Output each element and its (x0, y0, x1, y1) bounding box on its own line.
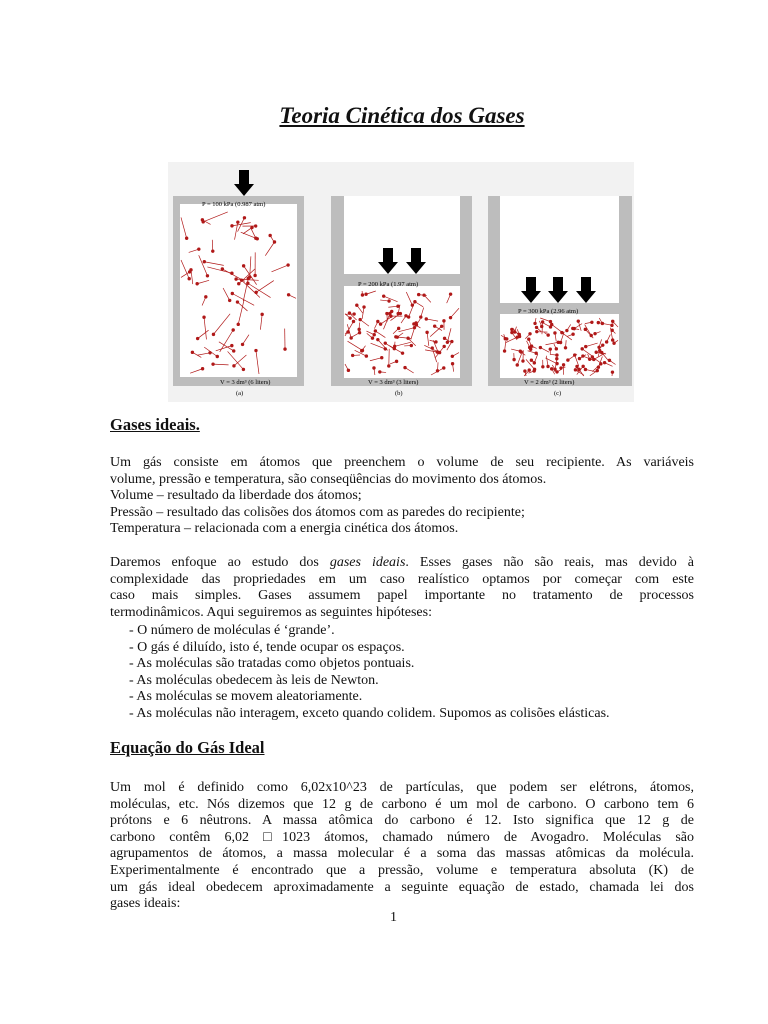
particle (528, 332, 531, 335)
particle (387, 364, 390, 367)
particle (419, 315, 422, 318)
particle (532, 369, 535, 372)
particle (516, 363, 519, 366)
particle (348, 316, 351, 319)
particle (230, 344, 233, 347)
particle (415, 323, 418, 326)
paragraph-line: termodinâmicos. Aqui seguiremos as seguintes hipóteses: (110, 604, 432, 620)
particle (541, 320, 544, 323)
particle (451, 362, 454, 365)
particle (442, 319, 445, 322)
particle (443, 337, 446, 340)
particle (550, 367, 553, 370)
particle (203, 260, 206, 263)
list-item: - As moléculas se movem aleatoriamente. (129, 689, 363, 705)
paragraph-text: . Esses gases não são reais, mas devido à (405, 555, 695, 570)
particle (378, 370, 381, 373)
particle (527, 338, 530, 341)
particle (546, 365, 549, 368)
particle (413, 326, 416, 329)
paragraph-mol-definition (110, 780, 694, 913)
panel-b-upper-space (344, 196, 460, 274)
particle (446, 341, 449, 344)
particle (195, 282, 198, 285)
particle (243, 216, 246, 219)
panel-c-volume-label: V = 2 dm³ (2 liters) (524, 379, 575, 386)
particle (185, 237, 188, 240)
particle (553, 368, 556, 371)
particle (584, 368, 587, 371)
particle (535, 326, 538, 329)
particle (540, 325, 543, 328)
particle (372, 366, 375, 369)
particle (283, 347, 286, 350)
particle (242, 264, 245, 267)
particle (254, 349, 257, 352)
down-arrow-icon (234, 170, 254, 196)
particle (362, 305, 365, 308)
particle (449, 292, 452, 295)
figure-canvas (168, 162, 634, 402)
particle (246, 282, 249, 285)
panel-a (173, 170, 304, 397)
particle (191, 351, 194, 354)
particle (549, 347, 552, 350)
particle (236, 220, 239, 223)
particle (273, 240, 276, 243)
particle (523, 369, 526, 372)
particle (232, 364, 235, 367)
particle (571, 333, 574, 336)
particle (202, 316, 205, 319)
particle (187, 277, 190, 280)
particle (204, 295, 207, 298)
particle (425, 331, 428, 334)
paragraph-line: Volume – resultado da liberdade dos átomos; (110, 488, 362, 504)
particle (371, 336, 374, 339)
particle (388, 312, 391, 315)
particle (361, 349, 364, 352)
particle (376, 338, 379, 341)
list-item: - O gás é diluído, isto é, tende ocupar os espaços. (129, 639, 405, 655)
particle (512, 358, 515, 361)
particle (436, 369, 439, 372)
paragraph-line: gases ideais: (110, 896, 181, 912)
particle (379, 322, 382, 325)
paragraph-line: Experimentalmente é encontrado que a pressão, volume e temperatura absoluta (K) de (110, 862, 694, 878)
paragraph-line: agrupamentos de átomos, a massa molecular é a soma das massas atômicas da molécula. (110, 846, 694, 862)
particle (236, 300, 239, 303)
particle (562, 363, 565, 366)
particle (555, 362, 558, 365)
particle (358, 318, 361, 321)
particle (232, 349, 235, 352)
particle (440, 325, 443, 328)
paragraph-line: Pressão – resultado das colisões dos átomos com as paredes do recipiente; (110, 504, 525, 520)
particle (566, 358, 569, 361)
particle (401, 351, 404, 354)
particle (410, 344, 413, 347)
particle (450, 340, 453, 343)
particle (384, 347, 387, 350)
panel-a-caption: (a) (236, 390, 244, 397)
paragraph-ideal-gases-focus (110, 555, 694, 621)
page-number: 1 (390, 910, 397, 925)
panel-b-gas-region (344, 286, 460, 378)
particle (521, 359, 524, 362)
paragraph-gases-intro (110, 455, 694, 538)
particle (533, 361, 536, 364)
panel-a-pressure-label: P = 100 kPa (0.987 atm) (202, 201, 266, 208)
particle (565, 329, 568, 332)
paragraph-line: Um gás consiste em átomos que preenchem o volume de seu recipiente. As variáveis (110, 455, 694, 470)
particle (503, 349, 506, 352)
particle (197, 247, 200, 250)
particle (510, 331, 513, 334)
particle (384, 341, 387, 344)
particle (206, 274, 209, 277)
section-heading-equacao: Equação do Gás Ideal (110, 738, 265, 757)
particle (358, 331, 361, 334)
particle (533, 322, 536, 325)
particle (546, 333, 549, 336)
particle (254, 236, 257, 239)
particle (422, 293, 425, 296)
paragraph-line: prótons e 6 nêutrons. A massa atômica do carbono é 12. Isto significa que 12 g de (110, 813, 694, 829)
particle (395, 360, 398, 363)
particle (553, 331, 556, 334)
particle (581, 365, 584, 368)
particle (380, 356, 383, 359)
particle (394, 335, 397, 338)
hypotheses-list (129, 623, 709, 723)
particle (407, 315, 410, 318)
particle (351, 354, 354, 357)
particle (557, 341, 560, 344)
paragraph-line: moléculas, etc. Nós dizemos que 12 g de carbono é um mol de carbono. O carbono tem 6 (110, 796, 694, 812)
particle (574, 368, 577, 371)
particle (530, 359, 533, 362)
particle (577, 368, 580, 371)
particle (365, 354, 368, 357)
particle (541, 365, 544, 368)
particle (196, 337, 199, 340)
particle (212, 333, 215, 336)
list-item: - As moléculas obedecem às leis de Newton. (129, 672, 379, 688)
panel-c-arrows (521, 277, 596, 303)
particle (352, 320, 355, 323)
particle (612, 342, 615, 345)
particle (260, 313, 263, 316)
particle (504, 337, 507, 340)
paragraph-text: Daremos enfoque ao estudo dos (110, 555, 330, 570)
particle (437, 351, 440, 354)
particle (555, 357, 558, 360)
particle (605, 340, 608, 343)
particle (451, 355, 454, 358)
particle (433, 324, 436, 327)
paragraph-line: Um mol é definido como 6,02x10^23 de partículas, que podem ser elétrons, átomos, (110, 780, 694, 795)
particle (584, 345, 587, 348)
particle (237, 323, 240, 326)
particle (201, 218, 204, 221)
particle (287, 293, 290, 296)
particle (593, 332, 596, 335)
particle (286, 263, 289, 266)
page-title: Teoria Cinética dos Gases (279, 103, 525, 128)
paragraph-line: complexidade das propriedades em um caso realístico optamos por começar com este (110, 571, 694, 587)
particle (355, 304, 358, 307)
particle (253, 274, 256, 277)
particle (211, 362, 214, 365)
particle (600, 351, 603, 354)
particle (241, 343, 244, 346)
particle (595, 351, 598, 354)
particle (442, 366, 445, 369)
panel-b-pressure-label: P = 200 kPa (1.97 atm) (358, 281, 419, 288)
particle (230, 224, 233, 227)
particle (518, 333, 521, 336)
particle (597, 366, 600, 369)
particle (601, 343, 604, 346)
particle (549, 320, 552, 323)
paragraph-line: um gás ideal obedecem aproximadamente a seguinte equação de estado, chamada lei dos (110, 879, 694, 895)
panel-c-pressure-label: P = 300 kPa (2.96 atm) (518, 308, 579, 315)
particle (449, 316, 452, 319)
paragraph-line (110, 555, 694, 572)
particle (382, 294, 385, 297)
paragraph-line: Temperatura – relacionada com a energia cinética dos átomos. (110, 521, 459, 537)
particle (535, 330, 538, 333)
particle (254, 291, 257, 294)
particle (232, 328, 235, 331)
gas-compression-figure (168, 162, 634, 402)
particle (397, 312, 400, 315)
particle (242, 368, 245, 371)
particle (361, 293, 364, 296)
particle (228, 299, 231, 302)
particle (603, 361, 606, 364)
particle (528, 346, 531, 349)
particle (352, 312, 355, 315)
particle (578, 357, 581, 360)
particle (584, 328, 587, 331)
particle (413, 300, 416, 303)
particle (539, 346, 542, 349)
particle (349, 336, 352, 339)
section-heading-gases-ideais: Gases ideais. (110, 415, 200, 434)
particle (373, 333, 376, 336)
particle (357, 328, 360, 331)
particle (397, 327, 400, 330)
panel-a-arrows (234, 170, 254, 196)
particle (188, 270, 191, 273)
particle (230, 272, 233, 275)
panel-a-volume-label: V = 3 dm³ (6 liters) (220, 379, 271, 386)
particle (442, 345, 445, 348)
particle (559, 366, 562, 369)
particle (555, 347, 558, 350)
particle (403, 366, 406, 369)
particle (211, 249, 214, 252)
particle (387, 299, 390, 302)
particle (555, 353, 558, 356)
list-item: - As moléculas não interagem, exceto quando colidem. Supomos as colisões elásticas. (129, 705, 610, 721)
particle (234, 277, 237, 280)
particle (431, 346, 434, 349)
particle (201, 367, 204, 370)
particle (592, 358, 595, 361)
particle (528, 368, 531, 371)
particle (611, 338, 614, 341)
particle (248, 275, 251, 278)
paragraph-line: volume, pressão e temperatura, são conseqüências do movimento dos átomos. (110, 471, 547, 487)
emphasis-gases-ideais: gases ideais (329, 555, 406, 570)
list-item: - As moléculas são tratadas como objetos pontuais. (129, 656, 415, 672)
particle (425, 317, 428, 320)
particle (216, 355, 219, 358)
particle (268, 234, 271, 237)
particle (385, 312, 388, 315)
particle (575, 365, 578, 368)
particle (550, 323, 553, 326)
panel-c (488, 196, 632, 397)
panel-c-caption: (c) (554, 390, 562, 397)
particle (577, 319, 580, 322)
particle (254, 224, 257, 227)
particle (434, 340, 437, 343)
paragraph-line: caso mais simples. Gases assumem papel importante no tratamento de processos (110, 588, 694, 604)
particle (611, 370, 614, 373)
particle (364, 293, 367, 296)
particle (590, 321, 593, 324)
particle (374, 329, 377, 332)
panel-b-caption: (b) (395, 390, 403, 397)
particle (571, 327, 574, 330)
particle (417, 293, 420, 296)
particle (231, 292, 234, 295)
particle (520, 350, 523, 353)
particle (237, 282, 240, 285)
particle (376, 320, 379, 323)
particle (564, 346, 567, 349)
particle (580, 347, 583, 350)
panel-b-volume-label: V = 3 dm³ (3 liters) (368, 379, 419, 386)
panel-b (331, 196, 472, 397)
particle (347, 369, 350, 372)
list-item: - O número de moléculas é ‘grande’. (129, 623, 335, 638)
particle (597, 321, 600, 324)
paragraph-line: carbono contêm 6,02 □1023 átomos, chamado número de Avogadro. Moléculas são (110, 829, 694, 845)
